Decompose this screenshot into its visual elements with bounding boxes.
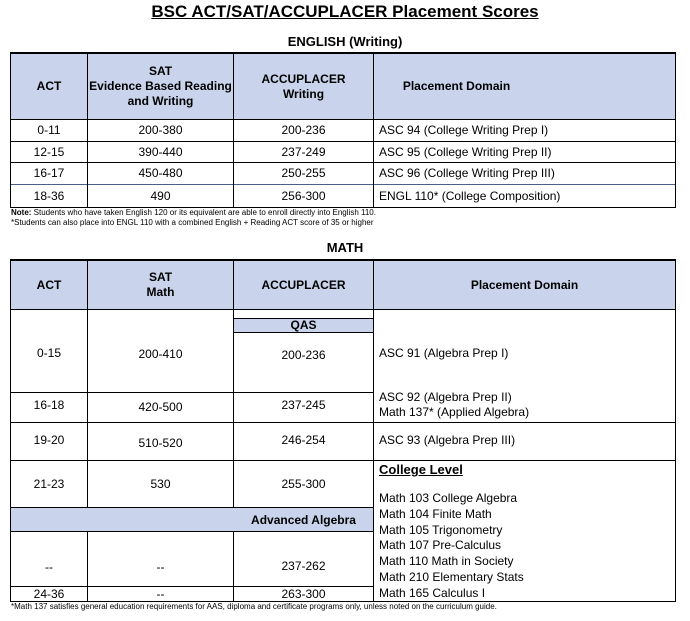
math-row6-sat: -- (156, 587, 165, 601)
english-header-sat (88, 54, 233, 119)
math-row5-sat: -- (156, 560, 165, 574)
english-row2-acc: 237-249 (281, 145, 326, 159)
advanced-algebra-label: Advanced Algebra (251, 512, 356, 527)
english-row2-domain: ASC 95 (College Writing Prep II) (379, 145, 552, 159)
english-header-acc-line1: ACCUPLACER (261, 71, 346, 86)
math-row2-domain-2: Math 137* (Applied Algebra) (379, 405, 530, 419)
english-row4-sat: 490 (150, 189, 171, 203)
math-footnote: *Math 137 satisfies general education requirements for AAS, diploma and certificate programs only, unless noted on the curriculum guide. (11, 602, 497, 611)
math-header-sat-line1: SAT (148, 270, 173, 284)
english-header-sat-line3: and Writing (127, 94, 194, 108)
math-row4-acc: 255-300 (281, 477, 326, 491)
english-note-label: Note: (11, 208, 32, 217)
math-row1-sat: 200-410 (138, 347, 183, 361)
math-header-domain: Placement Domain (470, 277, 579, 292)
english-row2-act: 12-15 (33, 145, 65, 159)
math-header-sat (88, 261, 233, 309)
math-row2-domain-1: ASC 92 (Algebra Prep II) (379, 390, 512, 404)
math-row2-act: 16-18 (33, 398, 65, 412)
math-row4-act: 21-23 (33, 477, 65, 491)
math-row1-acc: 200-236 (281, 348, 326, 362)
english-row4-acc: 256-300 (281, 189, 326, 203)
english-header-sat-line1: SAT (148, 64, 173, 78)
college-level-heading: College Level (379, 462, 463, 477)
english-row3-domain: ASC 96 (College Writing Prep III) (379, 166, 555, 180)
english-header-sat-line2: Evidence Based Reading (89, 79, 232, 93)
math-header-accuplacer: ACCUPLACER (261, 277, 346, 292)
college-course-5: Math 110 Math in Society (379, 554, 514, 568)
math-row5-act: -- (45, 560, 53, 574)
math-row5-acc: 237-262 (281, 559, 326, 573)
english-header-acc-line2: Writing (282, 86, 325, 101)
math-row3-act: 19-20 (33, 433, 65, 447)
math-row6-act: 24-36 (33, 587, 65, 601)
college-course-7: Math 165 Calculus I (379, 586, 486, 600)
english-note-text: Students who have taken English 120 or its equivalent are able to enroll directly into English 110. (31, 208, 376, 217)
math-row2-acc: 237-245 (281, 398, 326, 412)
math-row3-acc: 246-254 (281, 433, 326, 447)
english-row3-acc: 250-255 (281, 166, 326, 180)
english-row1-act: 0-11 (37, 123, 61, 137)
math-row1-domain: ASC 91 (Algebra Prep I) (379, 346, 509, 360)
english-note-1 (11, 208, 681, 218)
english-heading: ENGLISH (Writing) (287, 34, 403, 49)
english-header-act: ACT (36, 79, 62, 93)
math-heading: MATH (326, 240, 364, 255)
college-course-4: Math 107 Pre-Calculus (379, 538, 502, 552)
college-course-1: Math 103 College Algebra (379, 491, 518, 505)
math-row4-sat: 530 (150, 477, 171, 491)
english-row3-sat: 450-480 (138, 166, 183, 180)
page-title: BSC ACT/SAT/ACCUPLACER Placement Scores (151, 2, 539, 21)
english-header-accuplacer (234, 54, 373, 119)
math-header-act: ACT (36, 277, 62, 292)
english-row1-sat: 200-380 (138, 123, 183, 137)
english-header-domain: Placement Domain (402, 79, 511, 93)
college-course-2: Math 104 Finite Math (379, 507, 492, 521)
college-course-3: Math 105 Trigonometry (379, 523, 503, 537)
qas-label: QAS (290, 317, 317, 332)
english-row3-act: 16-17 (33, 166, 65, 180)
english-row1-acc: 200-236 (281, 123, 326, 137)
math-row3-sat: 510-520 (138, 436, 183, 450)
english-row1-domain: ASC 94 (College Writing Prep I) (379, 123, 549, 137)
math-row6-acc: 263-300 (281, 587, 326, 601)
math-row1-act: 0-15 (36, 346, 62, 360)
english-row4-domain: ENGL 110* (College Composition) (379, 189, 561, 203)
college-course-6: Math 210 Elementary Stats (379, 570, 524, 584)
math-row3-domain: ASC 93 (Algebra Prep III) (379, 433, 516, 447)
english-note-2: *Students can also place into ENGL 110 with a combined English + Reading ACT score of 35 or higher (11, 218, 374, 227)
english-row2-sat: 390-440 (138, 145, 183, 159)
english-row4-act: 18-36 (33, 189, 65, 203)
math-header-sat-line2: Math (146, 285, 175, 299)
math-row2-sat: 420-500 (138, 400, 183, 414)
